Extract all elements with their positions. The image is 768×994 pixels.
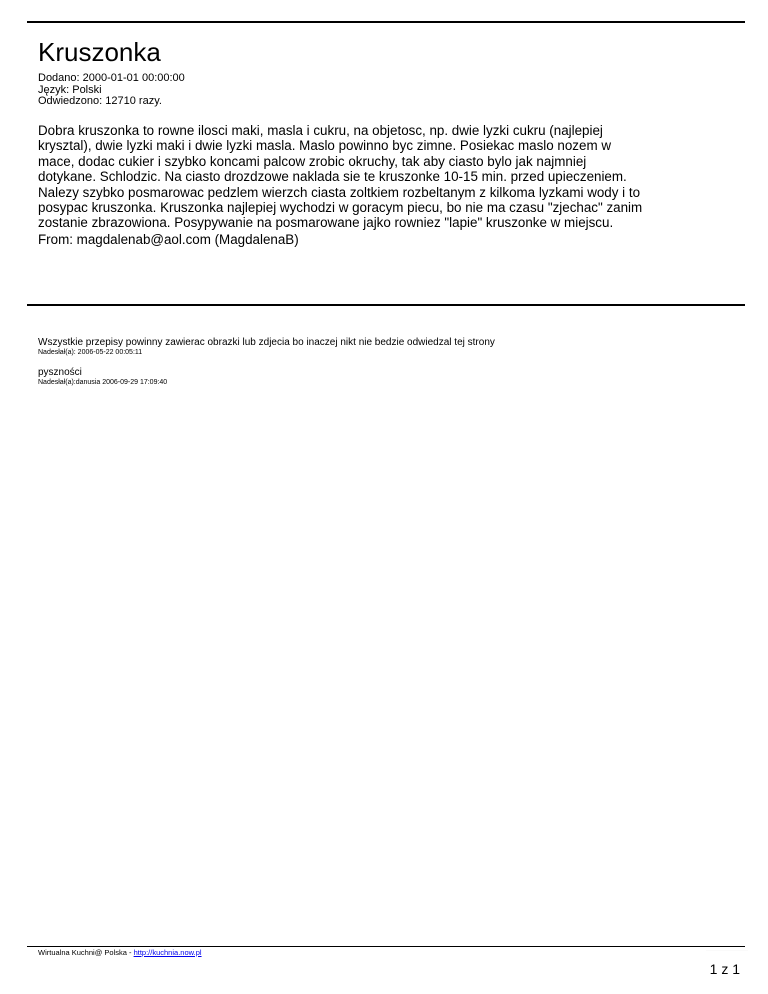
recipe-body: Dobra kruszonka to rowne ilosci maki, masla i cukru, na objetosc, np. dwie lyzki cukru (najlepiej krysztal), dwie lyzki maki i dwie lyzki masla. Maslo powinno byc zimne. Posiekac maslo nozem w mace, dodac cukier i szybko koncami palcow zrobic okruchy, tak aby ciasto bylo jak najmniej dotykane. Schlodzic. Na ciasto drozdzowe naklada sie te kruszonke 10-15 min. przed upieczeniem. Nalezy szybko posmarowac pedzlem wierzch ciasta zoltkiem rozbeltanym z kilkoma lyzkami wody i to posypac kruszonka. Kruszonka najlepiej wychodzi w goracym piecu, bo nie ma czasu "zjechac" zanim zostanie zbrazowiona. Posypywanie na posmarowane jajko rowniez "lapie" kruszonke w miejscu. bbox=[38, 123, 643, 231]
footer-divider bbox=[27, 946, 745, 947]
comment-text: Wszystkie przepisy powinny zawierac obrazki lub zdjecia bo inaczej nikt nie bedzie odwiedzal tej strony bbox=[38, 337, 495, 348]
footer-link[interactable]: http://kuchnia.now.pl bbox=[133, 948, 202, 957]
footer-site-name: Wirtualna Kuchni@ Polska - bbox=[38, 948, 134, 957]
footer-faint-mark: ·········································· bbox=[706, 948, 748, 952]
comments-divider bbox=[27, 304, 745, 306]
comment-meta: Nadesłał(a): 2006-05-22 00:05:11 bbox=[38, 349, 143, 356]
recipe-meta bbox=[38, 73, 185, 108]
comment bbox=[38, 367, 167, 387]
comment bbox=[38, 337, 495, 357]
visit-count: Odwiedzono: 12710 razy. bbox=[38, 95, 162, 107]
recipe-author: From: magdalenab@aol.com (MagdalenaB) bbox=[38, 232, 299, 247]
recipe-title: Kruszonka bbox=[38, 37, 161, 67]
added-date: Dodano: 2000-01-01 00:00:00 bbox=[38, 72, 185, 84]
comment-meta: Nadesłał(a):danusia 2006-09-29 17:09:40 bbox=[38, 379, 168, 386]
top-divider bbox=[27, 21, 745, 23]
language: Język: Polski bbox=[38, 83, 102, 96]
comment-text: pyszności bbox=[38, 367, 82, 378]
footer bbox=[38, 948, 202, 957]
page-number: 1 z 1 bbox=[709, 961, 740, 977]
